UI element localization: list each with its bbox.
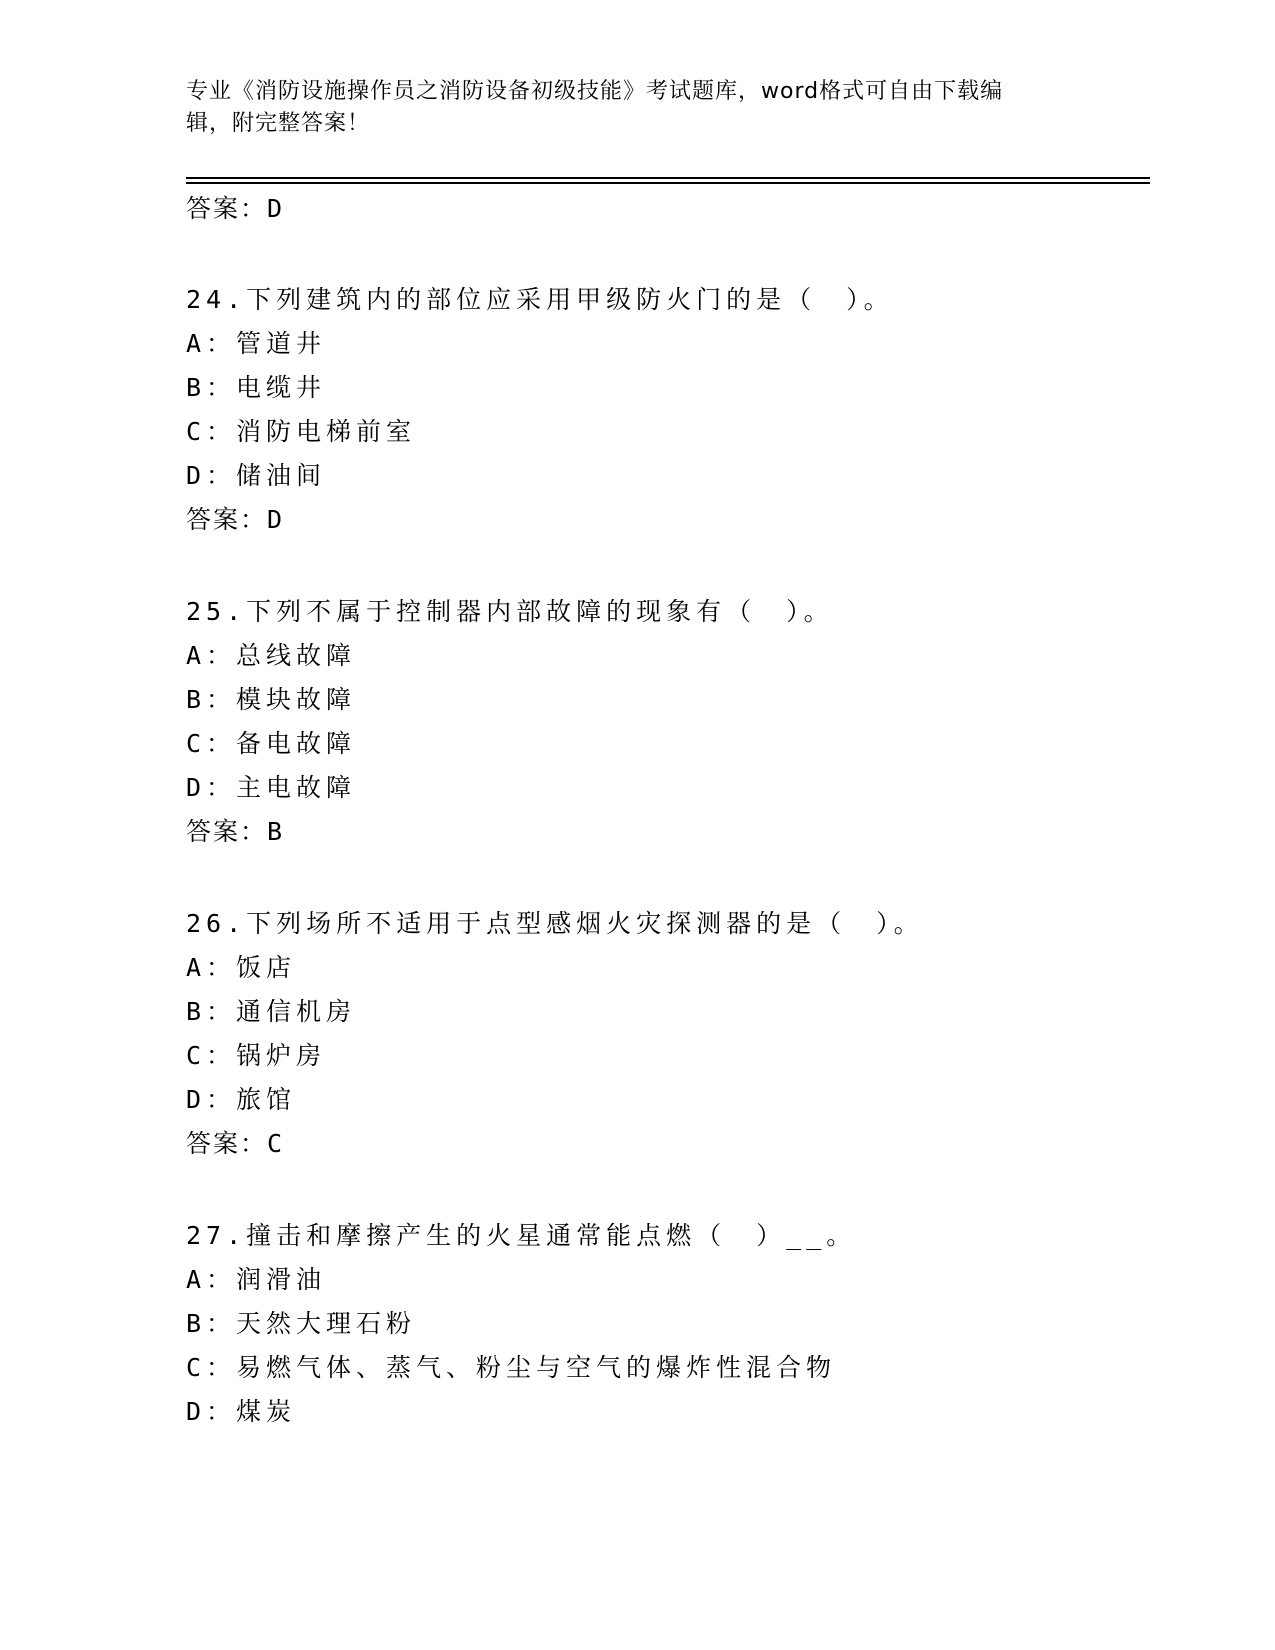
- question-24-option-b: B：电缆井: [186, 373, 327, 402]
- question-26-option-d: D：旅馆: [186, 1085, 297, 1114]
- question-25-option-a: A：总线故障: [186, 641, 357, 670]
- question-26-option-a: A：饭店: [186, 953, 297, 982]
- document-header: [186, 76, 1066, 140]
- question-25-option-d: D：主电故障: [186, 773, 357, 802]
- question-25-option-b: B：模块故障: [186, 685, 357, 714]
- question-27-option-b: B：天然大理石粉: [186, 1309, 417, 1338]
- question-27-option-d: D：煤炭: [186, 1397, 297, 1426]
- question-26-stem: 26.下列场所不适用于点型感烟火灾探测器的是（ ）。: [186, 909, 924, 938]
- question-27-option-a: A：润滑油: [186, 1265, 327, 1294]
- question-26-option-c: C：锅炉房: [186, 1041, 327, 1070]
- question-25-stem: 25.下列不属于控制器内部故障的现象有（ ）。: [186, 597, 834, 626]
- question-26-option-b: B：通信机房: [186, 997, 357, 1026]
- question-24-option-c: C：消防电梯前室: [186, 417, 417, 446]
- question-24-answer: 答案：D: [186, 505, 285, 534]
- question-27-stem: 27.撞击和摩擦产生的火星通常能点燃（ ）__。: [186, 1221, 857, 1250]
- header-line-2: 辑，附完整答案！: [186, 111, 371, 136]
- question-25-option-c: C：备电故障: [186, 729, 357, 758]
- header-divider-top: [186, 177, 1150, 179]
- question-24-option-a: A：管道井: [186, 329, 327, 358]
- question-24-stem: 24.下列建筑内的部位应采用甲级防火门的是（ ）。: [186, 285, 894, 314]
- question-25-answer: 答案：B: [186, 817, 285, 846]
- header-line-1: 专业《消防设施操作员之消防设备初级技能》考试题库，word格式可自由下载编: [186, 79, 1004, 104]
- question-26-answer: 答案：C: [186, 1129, 285, 1158]
- header-divider-bottom: [186, 182, 1150, 184]
- question-24-option-d: D：储油间: [186, 461, 327, 490]
- previous-answer: 答案：D: [186, 194, 285, 223]
- question-27-option-c: C：易燃气体、蒸气、粉尘与空气的爆炸性混合物: [186, 1353, 837, 1382]
